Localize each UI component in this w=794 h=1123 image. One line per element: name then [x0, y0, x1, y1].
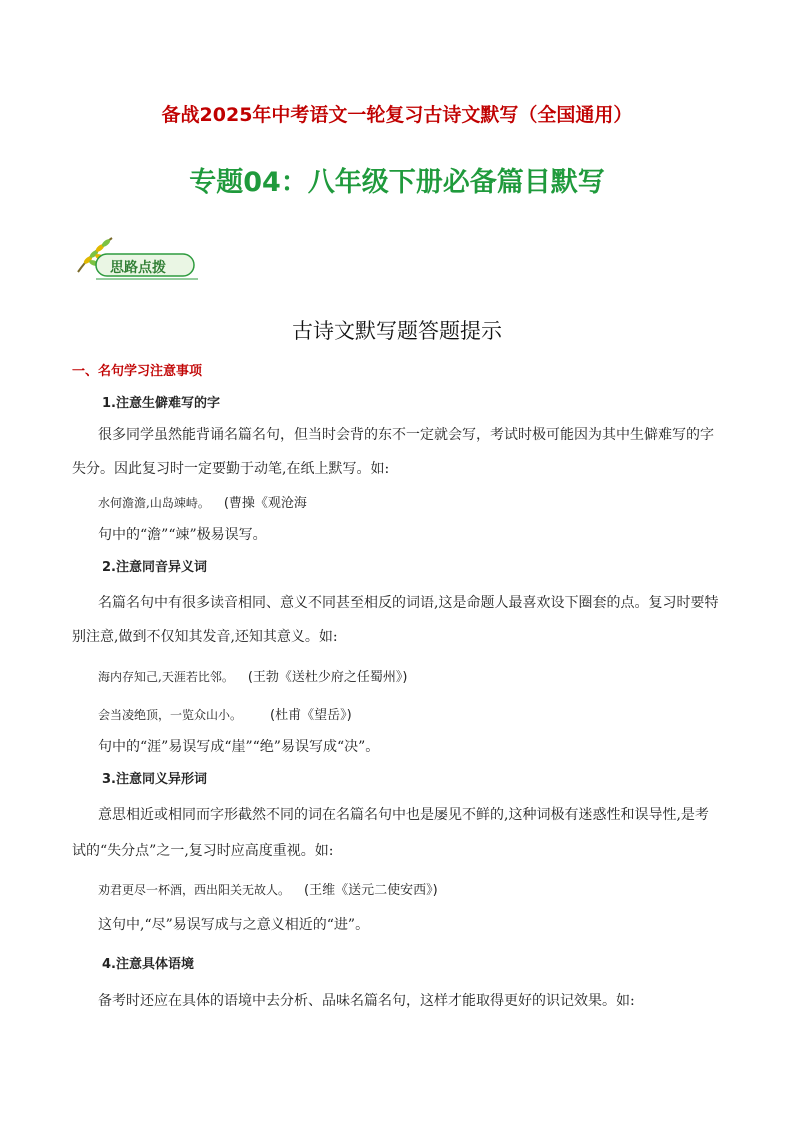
- item2-quote1-source: (王勃《送杜少府之任蜀州》): [247, 670, 408, 685]
- item1-quote: [98, 492, 307, 511]
- item1-title: 1.注意生僻难写的字: [102, 396, 220, 411]
- item3-paragraph-line1: 意思相近或相同而字形截然不同的词在名篇名句中也是屡见不鲜的,这种词极有迷惑性和误导性,是考: [98, 807, 709, 823]
- item3-quote-text: 劝君更尽一杯酒，西出阳关无故人。: [98, 883, 291, 897]
- item2-note: 句中的“涯”易误写成“崖”“绝”易误写成“决”。: [98, 739, 380, 755]
- item1-quote-source: (曹操《观沧海: [223, 496, 307, 511]
- item2-title: 2.注意同音异义词: [102, 560, 207, 575]
- item1-note: 句中的“澹”“竦”极易误写。: [98, 527, 267, 543]
- item2-quote1-text: 海内存知己,天涯若比邻。: [98, 670, 234, 684]
- section-badge: [72, 232, 200, 280]
- item2-quote1: [98, 666, 407, 685]
- item4-title: 4.注意具体语境: [102, 957, 194, 972]
- item1-quote-text: 水何澹澹,山岛竦峙。: [98, 496, 210, 510]
- item3-quote: [98, 879, 438, 898]
- item2-quote2-text: 会当凌绝顶，一览众山小。: [98, 708, 243, 722]
- item3-title: 3.注意同义异形词: [102, 772, 207, 787]
- item2-quote2: [98, 704, 352, 723]
- item4-paragraph-line1: 备考时还应在具体的语境中去分析、品味名篇名句，这样才能取得更好的识记效果。如:: [98, 993, 635, 1009]
- document-title: 备战2025年中考语文一轮复习古诗文默写（全国通用）: [161, 104, 633, 126]
- item1-paragraph-line2: 失分。因此复习时一定要勤于动笔,在纸上默写。如:: [72, 461, 390, 477]
- item2-paragraph-line2: 别注意,做到不仅知其发音,还知其意义。如:: [72, 629, 338, 645]
- item2-quote2-source: (杜甫《望岳》): [270, 708, 352, 723]
- section-title-1: 一、名句学习注意事项: [72, 364, 203, 379]
- item2-paragraph-line1: 名篇名句中有很多读音相同、意义不同甚至相反的词语,这是命题人最喜欢设下圈套的点。复习时要特: [98, 595, 719, 611]
- item3-note: 这句中,“尽”易误写成与之意义相近的“进”。: [98, 917, 370, 933]
- document-subtitle: 专题04：八年级下册必备篇目默写: [189, 167, 605, 198]
- item3-quote-source: (王维《送元二使安西》): [304, 883, 438, 898]
- item1-paragraph-line1: 很多同学虽然能背诵名篇名句，但当时会背的东不一定就会写，考试时极可能因为其中生僻难写的字: [98, 427, 714, 443]
- section-heading: 古诗文默写题答题提示: [292, 319, 502, 343]
- item3-paragraph-line2: 试的“失分点”之一,复习时应高度重视。如:: [72, 843, 334, 859]
- badge-label: 思路点拨: [110, 260, 166, 276]
